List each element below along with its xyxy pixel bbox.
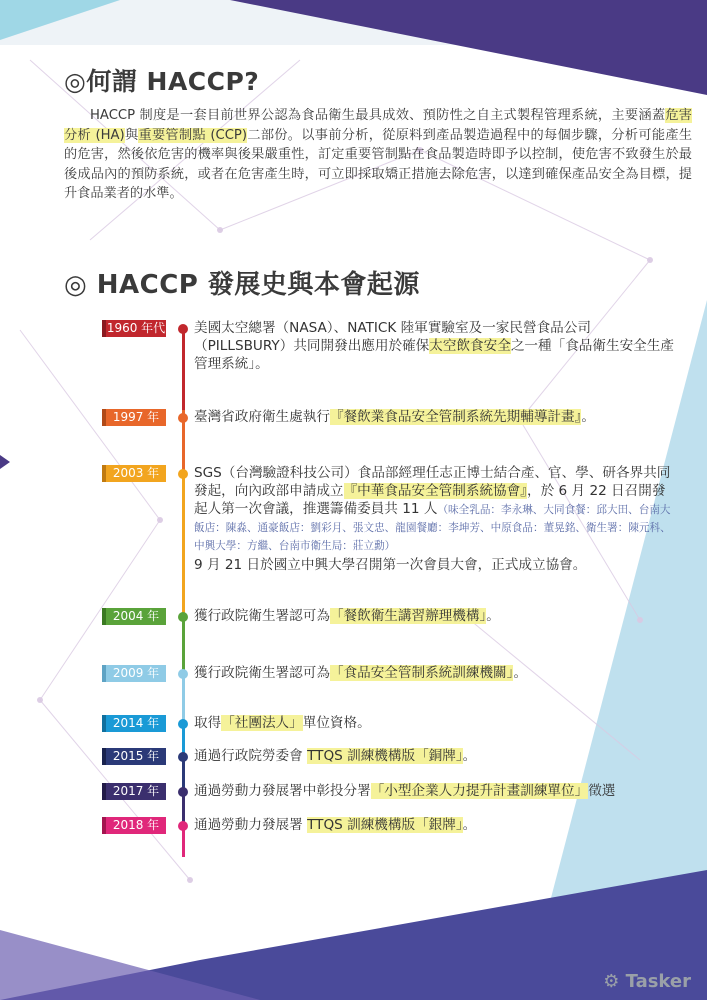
timeline-dot-2003 bbox=[178, 469, 188, 479]
text-highlight: TTQS 訓練機構版「銅牌」 bbox=[307, 748, 463, 764]
highlight-ccp: 重要管制點 (CCP) bbox=[138, 127, 248, 143]
timeline-text-2003-extra: 9 月 21 日於國立中興大學召開第一次會員大會，正式成立協會。 bbox=[194, 557, 587, 573]
year-badge-2004: 2004 年 bbox=[102, 608, 166, 625]
committee-members: （味全乳品：李永琳、大同食餐：邱大田、台南大飯店：陳淼、通豪飯店：劉彩月、張文忠、龍園餐廳：李坤芳、中原食品：董晃銘、衛生署：陳元科、中興大學：方繼、台南市衛生局：莊立勳） bbox=[194, 504, 671, 552]
tasker-logo bbox=[603, 971, 691, 992]
year-badge-1960: 1960 年代 bbox=[102, 320, 166, 337]
year-badge-2017: 2017 年 bbox=[102, 783, 166, 800]
year-badge-2003: 2003 年 bbox=[102, 465, 166, 482]
year-badge-1997: 1997 年 bbox=[102, 409, 166, 426]
intro-post: 二部份。以事前分析，從原料到產品製造過程中的每個步驟，分析可能產生的危害，然後依危害的機率與後果嚴重性，訂定重要管制點在食品製造時即予以控制，使危害不致發生於最後成品內的預防系統，或者在危害產生時，可立即採取矯正措施去除危害，以達到確保產品安全為目標，提升食品業者的水準。 bbox=[64, 127, 693, 202]
text-post: 。 bbox=[486, 608, 500, 624]
year-badge-2015: 2015 年 bbox=[102, 748, 166, 765]
timeline-text-2017 bbox=[194, 782, 678, 800]
timeline-dot-2004 bbox=[178, 612, 188, 622]
timeline-dot-1997 bbox=[178, 413, 188, 423]
text-post: ，於 6 月 22 日召開發起人第一次會議，推選籌備委員共 11 人 bbox=[194, 483, 666, 517]
timeline-text-1997 bbox=[194, 408, 678, 426]
timeline-dot-2017 bbox=[178, 787, 188, 797]
text-post: 徵選 bbox=[588, 783, 616, 799]
logo-text: Tasker bbox=[625, 971, 691, 992]
section-title-haccp: ◎何謂 HACCP? bbox=[64, 67, 260, 96]
intro-paragraph bbox=[64, 106, 692, 204]
intro-mid: 與 bbox=[124, 127, 139, 143]
text-pre: 獲行政院衛生署認可為 bbox=[194, 608, 330, 624]
timeline-text-2004 bbox=[194, 607, 678, 625]
text-highlight: 『中華食品安全管制系統協會』 bbox=[343, 483, 528, 499]
year-badge-2014: 2014 年 bbox=[102, 715, 166, 732]
timeline-line-1960 bbox=[182, 330, 185, 410]
timeline-dot-2009 bbox=[178, 669, 188, 679]
text-highlight: 「餐飲衛生講習辦理機構」 bbox=[329, 608, 487, 624]
timeline-line-2003 bbox=[182, 470, 185, 615]
timeline-text-1960 bbox=[194, 319, 678, 373]
text-pre: 美國太空總署（NASA）、NATICK 陸軍實驗室及一家民營食品公司（PILLSBURY）共同開發出應用於確保 bbox=[194, 320, 591, 354]
timeline-text-2018 bbox=[194, 816, 678, 834]
text-post: 。 bbox=[513, 665, 528, 681]
text-highlight: 『餐飲業食品安全管制系統先期輔導計畫』 bbox=[329, 409, 582, 425]
gear-icon: ⚙ bbox=[603, 971, 620, 992]
text-highlight: TTQS 訓練機構版「銀牌」 bbox=[307, 817, 463, 833]
year-badge-2009: 2009 年 bbox=[102, 665, 166, 682]
timeline-text-2003 bbox=[194, 464, 678, 554]
text-pre: 通過勞動力發展署 bbox=[194, 817, 308, 833]
text-post: 。 bbox=[462, 817, 477, 833]
timeline-line-2009 bbox=[182, 675, 185, 723]
timeline-text-2009 bbox=[194, 664, 678, 682]
text-pre: 通過勞動力發展署中彰投分署 bbox=[194, 783, 371, 799]
timeline-line-2004 bbox=[182, 615, 185, 675]
text-highlight: 「社團法人」 bbox=[221, 715, 303, 731]
text-pre: 通過行政院勞委會 bbox=[194, 748, 308, 764]
timeline-dot-1960 bbox=[178, 324, 188, 334]
text-pre: SGS（台灣驗證科技公司）食品部經理任志正博士結合產、官、學、研各界共同發起，向內政部申請成立 bbox=[194, 465, 671, 499]
timeline-dot-2015 bbox=[178, 752, 188, 762]
text-post: 。 bbox=[462, 748, 477, 764]
section-title-history: ◎ HACCP 發展史與本會起源 bbox=[64, 270, 420, 300]
timeline-dot-2014 bbox=[178, 719, 188, 729]
timeline-text-2015 bbox=[194, 747, 678, 765]
text-highlight: 太空飲食安全 bbox=[429, 338, 511, 354]
text-post: 之一種「食品衛生安全生產管理系統」。 bbox=[194, 338, 674, 372]
year-badge-2018: 2018 年 bbox=[102, 817, 166, 834]
intro-pre: HACCP 制度是一套目前世界公認為食品衛生最具成效、預防性之自主式製程管理系統，主要涵蓋 bbox=[90, 108, 666, 123]
text-highlight: 「食品安全管制系統訓練機關」 bbox=[329, 665, 514, 681]
text-post: 。 bbox=[581, 409, 596, 425]
text-pre: 臺灣省政府衛生處執行 bbox=[194, 409, 330, 425]
highlight-ha: 危害分析 (HA) bbox=[64, 108, 692, 143]
timeline-dot-2018 bbox=[178, 821, 188, 831]
text-pre: 獲行政院衛生署認可為 bbox=[194, 665, 330, 681]
timeline-text-2014 bbox=[194, 714, 678, 732]
text-pre: 取得 bbox=[194, 715, 222, 731]
text-post: 單位資格。 bbox=[302, 715, 371, 731]
text-highlight: 「小型企業人力提升計畫訓練單位」 bbox=[370, 783, 589, 799]
